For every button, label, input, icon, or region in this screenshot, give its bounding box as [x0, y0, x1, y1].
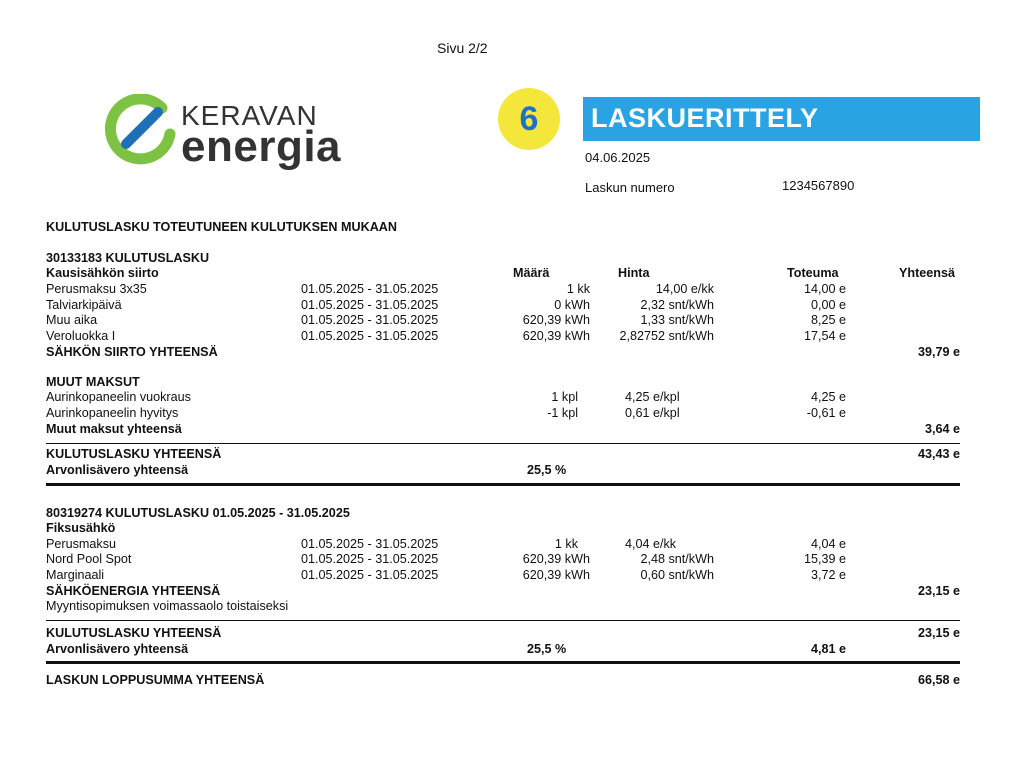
keravan-energia-logo-icon: [104, 94, 176, 166]
divider-thick: [46, 483, 960, 486]
muut-row-name: Aurinkopaneelin vuokraus: [46, 390, 191, 404]
energia-row-period: 01.05.2025 - 31.05.2025: [301, 537, 439, 551]
muut-row-price: 0,61 e/kpl: [625, 406, 680, 420]
column-header-toteuma: Toteuma: [787, 266, 839, 280]
summary1-vat-rate: 25,5 %: [527, 463, 567, 477]
siirto-row-period: 01.05.2025 - 31.05.2025: [301, 313, 439, 327]
column-header-maara: Määrä: [513, 266, 550, 280]
divider: [46, 620, 960, 621]
siirto-row-price: 2,82752 snt/kWh: [619, 329, 714, 343]
energia-row-price: 0,60 snt/kWh: [640, 568, 714, 582]
muut-row-price: 4,25 e/kpl: [625, 390, 680, 404]
siirto-row-period: 01.05.2025 - 31.05.2025: [301, 298, 439, 312]
summary2-vat-label: Arvonlisävero yhteensä: [46, 642, 189, 656]
siirto-row-name: Talviarkipäivä: [46, 298, 122, 312]
siirto-row-period: 01.05.2025 - 31.05.2025: [301, 329, 439, 343]
page-number: Sivu 2/2: [437, 40, 488, 56]
energia-total: 23,15 e: [917, 584, 960, 598]
siirto-row-price: 1,33 snt/kWh: [640, 313, 714, 327]
siirto-heading: 30133183 KULUTUSLASKU: [46, 251, 210, 265]
invoice-number-label: Laskun numero: [585, 180, 675, 195]
summary1-label: KULUTUSLASKU YHTEENSÄ: [46, 447, 222, 461]
summary2-vat-rate: 25,5 %: [527, 642, 567, 656]
muut-row-actual: -0,61 e: [806, 406, 846, 420]
siirto-row-name: Muu aika: [46, 313, 98, 327]
summary2-total: 23,15 e: [917, 626, 960, 640]
siirto-row-price: 2,32 snt/kWh: [640, 298, 714, 312]
siirto-row-qty: 1 kk: [566, 282, 590, 296]
contract-note: Myyntisopimuksen voimassaolo toistaiseksi: [46, 599, 289, 613]
siirto-subheading: Kausisähkön siirto: [46, 266, 159, 280]
energia-row-qty: 1 kk: [554, 537, 578, 551]
summary2-label: KULUTUSLASKU YHTEENSÄ: [46, 626, 222, 640]
grand-total-label: LASKUN LOPPUSUMMA YHTEENSÄ: [46, 673, 265, 687]
siirto-row-actual: 0,00 e: [810, 298, 846, 312]
energia-subheading: Fiksusähkö: [46, 521, 116, 535]
siirto-row-price: 14,00 e/kk: [655, 282, 714, 296]
muut-heading: MUUT MAKSUT: [46, 375, 140, 389]
siirto-total: 39,79 e: [917, 345, 960, 359]
column-header-yhteensa: Yhteensä: [899, 266, 955, 280]
energia-row-qty: 620,39 kWh: [522, 568, 590, 582]
energia-row-qty: 620,39 kWh: [522, 552, 590, 566]
siirto-row-actual: 8,25 e: [810, 313, 846, 327]
energia-heading: 80319274 KULUTUSLASKU 01.05.2025 - 31.05.2025: [46, 506, 350, 520]
muut-total-label: Muut maksut yhteensä: [46, 422, 182, 436]
siirto-row-name: Veroluokka I: [46, 329, 116, 343]
summary1-vat-label: Arvonlisävero yhteensä: [46, 463, 189, 477]
energia-row-period: 01.05.2025 - 31.05.2025: [301, 552, 439, 566]
siirto-row-period: 01.05.2025 - 31.05.2025: [301, 282, 439, 296]
muut-row-actual: 4,25 e: [810, 390, 846, 404]
summary1-total: 43,43 e: [917, 447, 960, 461]
muut-total: 3,64 e: [924, 422, 960, 436]
siirto-row-name: Perusmaksu 3x35: [46, 282, 147, 296]
muut-row-qty: 1 kpl: [551, 390, 578, 404]
divider-thick: [46, 661, 960, 664]
main-heading: KULUTUSLASKU TOTEUTUNEEN KULUTUKSEN MUKAAN: [46, 220, 397, 234]
energia-row-actual: 4,04 e: [810, 537, 846, 551]
invoice-number: 1234567890: [782, 178, 855, 193]
grand-total: 66,58 e: [917, 673, 960, 687]
logo-text-energia: energia: [181, 122, 342, 171]
muut-row-name: Aurinkopaneelin hyvitys: [46, 406, 179, 420]
column-header-hinta: Hinta: [618, 266, 650, 280]
energia-row-actual: 15,39 e: [803, 552, 846, 566]
step-badge: 6: [498, 88, 560, 150]
energia-row-actual: 3,72 e: [810, 568, 846, 582]
divider: [46, 443, 960, 444]
siirto-row-actual: 14,00 e: [803, 282, 846, 296]
siirto-row-qty: 0 kWh: [554, 298, 590, 312]
energia-row-name: Marginaali: [46, 568, 105, 582]
energia-row-name: Perusmaksu: [46, 537, 116, 551]
muut-row-qty: -1 kpl: [547, 406, 578, 420]
siirto-row-qty: 620,39 kWh: [522, 329, 590, 343]
siirto-row-actual: 17,54 e: [803, 329, 846, 343]
energia-row-period: 01.05.2025 - 31.05.2025: [301, 568, 439, 582]
energia-total-label: SÄHKÖENERGIA YHTEENSÄ: [46, 584, 221, 598]
summary2-vat-amount: 4,81 e: [810, 642, 846, 656]
energia-row-price: 4,04 e/kk: [625, 537, 677, 551]
document-title: LASKUERITTELY: [583, 97, 980, 141]
energia-row-name: Nord Pool Spot: [46, 552, 132, 566]
siirto-row-qty: 620,39 kWh: [522, 313, 590, 327]
siirto-total-label: SÄHKÖN SIIRTO YHTEENSÄ: [46, 345, 218, 359]
energia-row-price: 2,48 snt/kWh: [640, 552, 714, 566]
invoice-date: 04.06.2025: [585, 150, 651, 165]
logo-text-keravan: KERAVAN: [181, 100, 318, 131]
